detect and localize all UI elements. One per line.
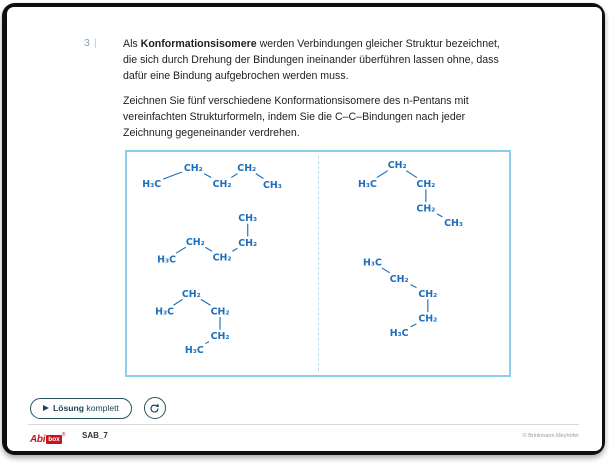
atom-label: CH₃ — [238, 213, 258, 225]
bond-line — [163, 172, 182, 179]
atom-label: CH₂ — [418, 288, 438, 300]
brand-logo-script: Abi — [30, 434, 46, 445]
pentane-conformer-5 — [363, 257, 437, 339]
atom-label: H₃C — [358, 178, 377, 190]
solution-button-label: Lösung komplett — [53, 403, 119, 413]
refresh-button[interactable] — [144, 397, 166, 419]
bond-line — [411, 285, 417, 288]
refresh-icon — [147, 401, 162, 416]
pentane-conformer-4 — [358, 160, 463, 229]
brand-logo — [30, 429, 65, 447]
bond-line — [256, 174, 264, 179]
atom-label: CH₂ — [185, 236, 205, 248]
task-number: 3 | — [84, 37, 98, 49]
bond-line — [232, 248, 237, 251]
atom-label: CH₂ — [181, 288, 201, 300]
bond-line — [205, 247, 212, 251]
atom-label: CH₂ — [238, 237, 258, 249]
bond-line — [176, 247, 186, 253]
atom-label: H₃C — [389, 328, 409, 340]
bond-line — [174, 299, 183, 305]
atom-label: CH₂ — [212, 178, 232, 190]
play-icon — [43, 405, 49, 411]
copyright-text: © Brinkmann.Meyhöfer — [522, 433, 579, 439]
atom-label: H₃C — [142, 178, 162, 190]
atom-label: H₃C — [184, 344, 204, 356]
footer-divider — [28, 424, 579, 425]
bond-line — [406, 171, 417, 178]
atom-label: H₃C — [362, 257, 382, 269]
bond-line — [201, 299, 211, 305]
pentane-conformer-2 — [157, 213, 257, 265]
atom-label: CH₂ — [212, 252, 232, 264]
atom-label: CH₂ — [210, 331, 230, 343]
brand-logo-box: box — [48, 436, 60, 443]
atom-label: CH₂ — [416, 178, 436, 190]
atom-label: H₃C — [155, 306, 175, 318]
atom-label: CH₂ — [389, 274, 409, 286]
atom-label: CH₂ — [210, 306, 230, 318]
atom-label: H₃C — [157, 254, 177, 266]
atom-label: CH₃ — [444, 218, 464, 230]
atom-label: CH₂ — [183, 163, 203, 175]
pentane-conformer-1 — [142, 163, 282, 191]
atom-label: CH₃ — [263, 179, 282, 191]
task-paragraph-2: Zeichnen Sie fünf verschiedene Konformationsisomere des n-Pentans mit vereinfachten Strukturformeln, indem Sie die C–C–Bindungen nach jeder Zeichnung gegeneinander verdrehen. — [123, 95, 469, 140]
registered-mark: ® — [61, 432, 66, 438]
bond-line — [205, 342, 209, 344]
bond-line — [377, 171, 388, 178]
bond-line — [437, 214, 443, 217]
bond-line — [204, 174, 211, 178]
bond-line — [382, 268, 390, 273]
atom-label: CH₂ — [418, 313, 438, 325]
atom-label: CH₂ — [387, 160, 407, 172]
solution-button[interactable] — [30, 398, 132, 419]
bond-line — [231, 174, 237, 178]
worksheet-code: SAB_7 — [82, 431, 108, 440]
task-paragraph-1: Als Konformationsisomere werden Verbindungen gleicher Struktur bezeichnet, die sich durch Drehung der Bindungen ineinander überführen lassen ohne, dass dafür eine Bindung aufgebrochen werden muss. — [123, 38, 500, 83]
atom-label: CH₂ — [237, 163, 257, 175]
toolbar — [30, 396, 166, 420]
footer — [30, 428, 579, 444]
structures-divider — [318, 156, 319, 371]
bond-line — [411, 324, 417, 327]
pentane-conformer-3 — [155, 289, 229, 356]
structures-box — [125, 150, 511, 377]
atom-label: CH₂ — [416, 203, 436, 215]
